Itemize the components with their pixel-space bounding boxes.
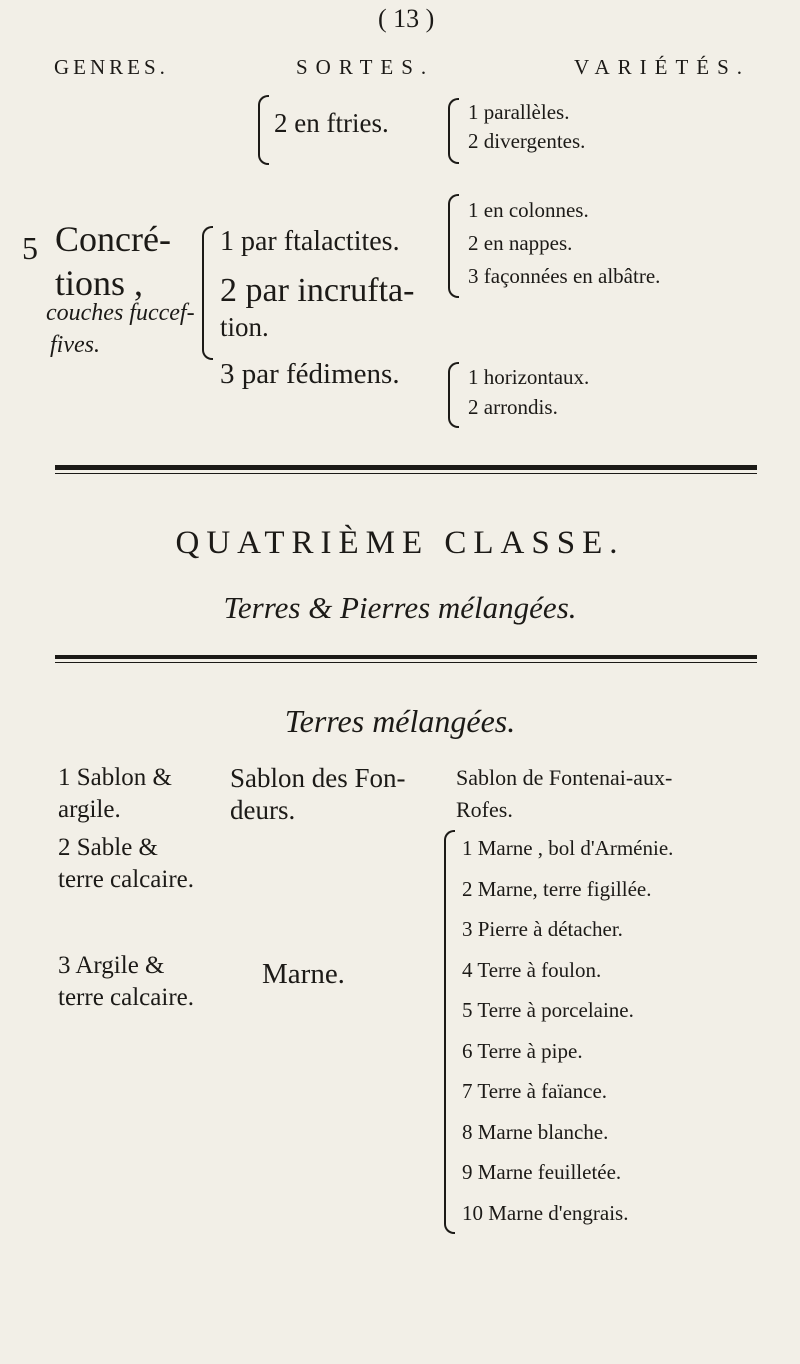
list-item: 7 Terre à faïance. — [462, 1079, 608, 1103]
list-item: 1 Marne , bol d'Arménie. — [462, 836, 674, 860]
list-item: 8 Marne blanche. — [462, 1119, 609, 1144]
sort-bracket — [258, 95, 269, 165]
genre-argile-terre: 3 Argile & terre calcaire. — [58, 952, 194, 1011]
sort-incrustation-cont: tion. — [220, 312, 269, 342]
genre-sable-terre: 2 Sable & terre calcaire. — [58, 834, 194, 893]
column-header-sortes: SORTES. — [296, 55, 435, 79]
variety-bracket — [448, 98, 459, 164]
genre-concretions-cont: tions , — [55, 263, 144, 303]
divider — [55, 473, 757, 474]
section-heading: Terres mélangées. — [284, 703, 516, 739]
genre-sablon-argile: 1 Sablon & argile. — [58, 764, 172, 823]
sort-sediments: 3 par fédimens. — [220, 358, 400, 390]
list-item: 4 Terre à foulon. — [462, 957, 602, 982]
divider — [55, 655, 757, 659]
variety-sablon-fontenai: Sablon de Fontenai-aux- Rofes. — [456, 765, 673, 822]
marne-varieties-list — [462, 828, 673, 1233]
list-item: 6 Terre à pipe. — [462, 1038, 583, 1063]
marne-bracket — [444, 830, 455, 1234]
list-item: 3 Pierre à détacher. — [462, 917, 623, 941]
sediment-varieties: 1 horizontaux. 2 arrondis. — [468, 365, 590, 419]
sort-marne: Marne. — [262, 958, 345, 990]
variety-bracket — [448, 362, 459, 428]
sort-incrustation: 2 par incrufta- — [220, 272, 415, 309]
genre-number: 5 — [22, 230, 38, 266]
list-item: 5 Terre à porcelaine. — [462, 998, 634, 1022]
sort-sablon-fondeurs: Sablon des Fon- deurs. — [230, 763, 406, 825]
stalactite-varieties: 1 en colonnes. 2 en nappes. 3 façonnées en albâtre. — [468, 198, 661, 288]
genre-couches-cont: fives. — [50, 332, 100, 358]
class-title: QUATRIÈME CLASSE. — [175, 525, 625, 561]
variety-bracket — [448, 194, 459, 298]
genre-couches: couches fuccef- — [46, 300, 195, 326]
list-item: 9 Marne feuilletée. — [462, 1160, 622, 1184]
class-subtitle: Terres & Pierres mélangées. — [223, 590, 577, 625]
stries-varieties: 1 parallèles. 2 divergentes. — [468, 100, 586, 153]
column-header-varietes: VARIÉTÉS. — [574, 55, 751, 79]
sort-stalactites: 1 par ftalactites. — [220, 226, 400, 257]
list-item: 2 Marne, terre figillée. — [462, 876, 652, 901]
genre-concretions: Concré- — [55, 219, 171, 259]
column-header-genres: GENRES. — [54, 55, 169, 79]
divider — [55, 662, 757, 663]
list-item: 10 Marne d'engrais. — [462, 1200, 629, 1225]
sort-stries: 2 en ftries. — [274, 108, 389, 138]
page-number: ( 13 ) — [378, 4, 435, 33]
sort-bracket — [202, 226, 213, 360]
divider — [55, 465, 757, 470]
